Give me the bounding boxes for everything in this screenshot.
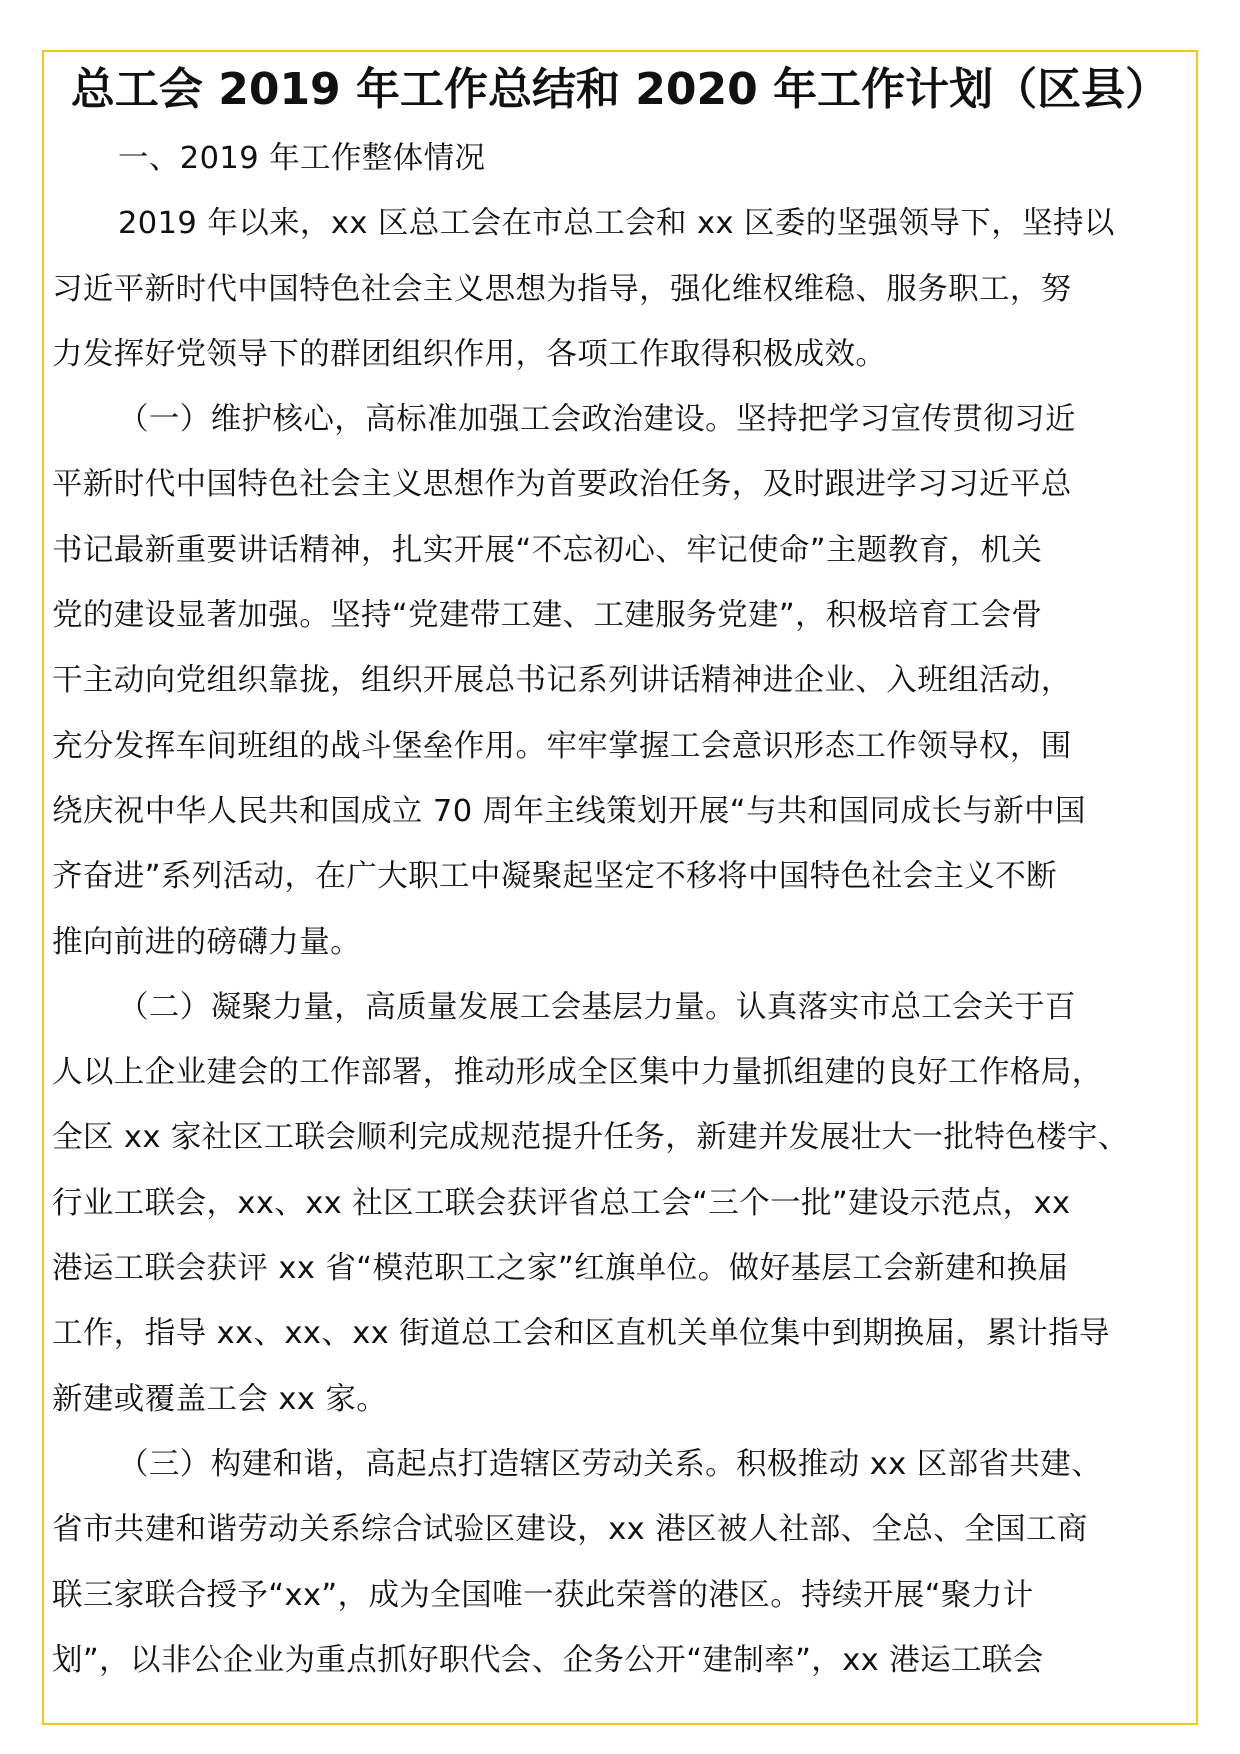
text-line: 2019 年以来，xx 区总工会在市总工会和 xx 区委的坚强领导下，坚持以	[118, 206, 1115, 242]
text-line: 划”，以非公企业为重点抓好职代会、企务公开“建制率”，xx 港运工联会	[52, 1642, 1044, 1678]
text-line: 工作，指导 xx、xx、xx 街道总工会和区直机关单位集中到期换届，累计指导	[52, 1316, 1110, 1352]
section-heading: 一、2019 年工作整体情况	[118, 141, 486, 176]
text-line: 绕庆祝中华人民共和国成立 70 周年主线策划开展“与共和国同成长与新中国	[52, 793, 1086, 829]
text-line: 新建或覆盖工会 xx 家。	[52, 1381, 388, 1417]
text-line: 干主动向党组织靠拢，组织开展总书记系列讲话精神进企业、入班组活动，	[52, 663, 1072, 699]
text-line: 书记最新重要讲话精神，扎实开展“不忘初心、牢记使命”主题教育，机关	[52, 532, 1043, 568]
text-line: 港运工联会获评 xx 省“模范职工之家”红旗单位。做好基层工会新建和换届	[52, 1251, 1069, 1287]
text-line: 联三家联合授予“xx”，成为全国唯一获此荣誉的港区。持续开展“聚力计	[52, 1577, 1034, 1613]
text-line: （二）凝聚力量，高质量发展工会基层力量。认真落实市总工会关于百	[118, 989, 1076, 1025]
text-line: 力发挥好党领导下的群团组织作用，各项工作取得积极成效。	[52, 336, 887, 372]
text-line: 党的建设显著加强。坚持“党建带工建、工建服务党建”，积极培育工会骨	[52, 598, 1043, 634]
text-line: （三）构建和谐，高起点打造辖区劳动关系。积极推动 xx 区部省共建、	[118, 1446, 1103, 1482]
document-title: 总工会 2019 年工作总结和 2020 年工作计划（区县）	[70, 64, 1170, 115]
text-line: 全区 xx 家社区工联会顺利完成规范提升任务，新建并发展壮大一批特色楼宇、	[52, 1120, 1129, 1156]
document-body	[52, 126, 1197, 1693]
text-line: 行业工联会，xx、xx 社区工联会获评省总工会“三个一批”建设示范点，xx	[52, 1185, 1071, 1221]
text-line: 习近平新时代中国特色社会主义思想为指导，强化维权维稳、服务职工，努	[52, 271, 1072, 307]
text-line: 省市共建和谐劳动关系综合试验区建设，xx 港区被人社部、全总、全国工商	[52, 1512, 1088, 1548]
text-line: 齐奋进”系列活动，在广大职工中凝聚起坚定不移将中国特色社会主义不断	[52, 859, 1057, 895]
text-line: （一）维护核心，高标准加强工会政治建设。坚持把学习宣传贯彻习近	[118, 402, 1076, 438]
text-line: 推向前进的磅礴力量。	[52, 924, 361, 960]
text-line: 充分发挥车间班组的战斗堡垒作用。牢牢掌握工会意识形态工作领导权，围	[52, 728, 1072, 764]
text-line: 人以上企业建会的工作部署，推动形成全区集中力量抓组建的良好工作格局，	[52, 1055, 1103, 1091]
text-line: 平新时代中国特色社会主义思想作为首要政治任务，及时跟进学习习近平总	[52, 467, 1072, 503]
